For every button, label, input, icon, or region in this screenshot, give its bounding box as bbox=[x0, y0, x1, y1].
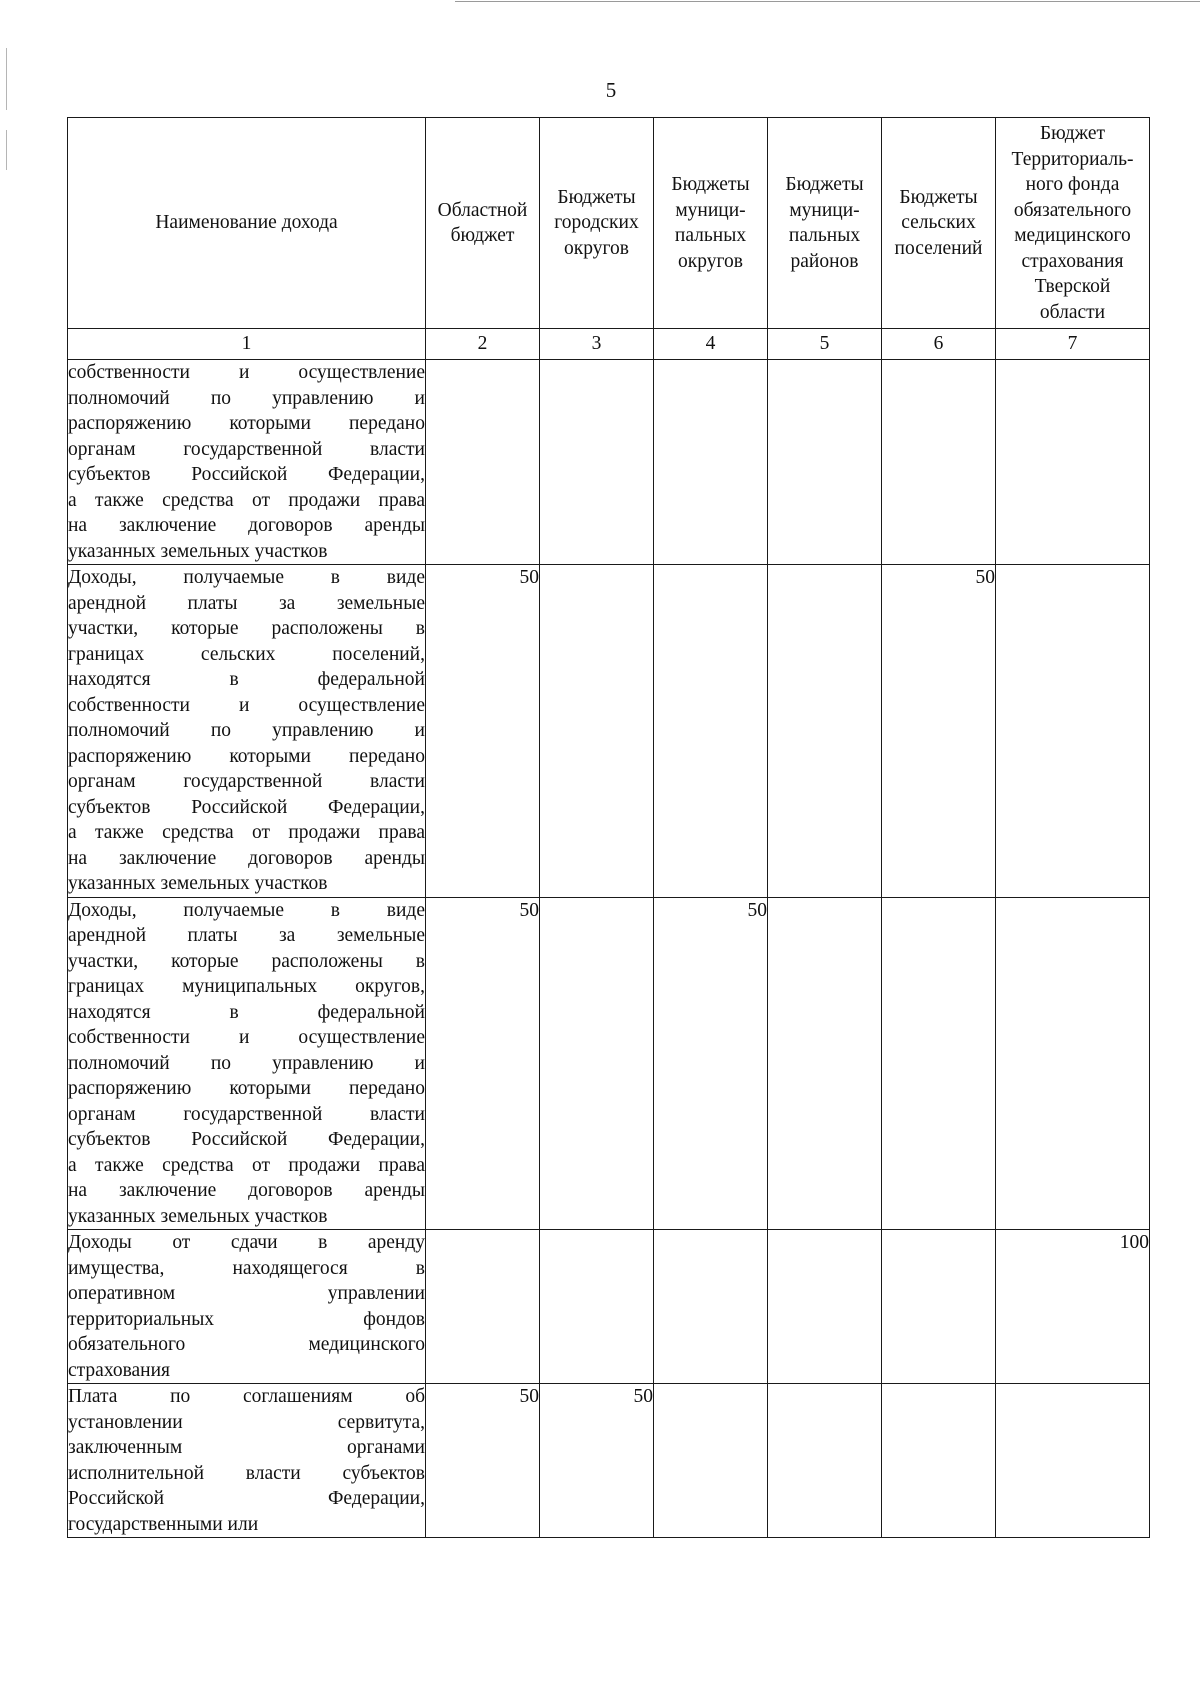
header-row bbox=[68, 118, 1150, 329]
column-number-row bbox=[68, 329, 1150, 360]
header-text-line: Бюджеты bbox=[899, 186, 978, 208]
income-name-line: органам государственной власти bbox=[68, 438, 425, 460]
header-text-line: сельских bbox=[901, 212, 976, 234]
header-text-line: обязательного bbox=[1013, 199, 1132, 221]
revenue-distribution-table bbox=[67, 117, 1150, 1538]
header-text-line: городских bbox=[554, 212, 639, 234]
income-name-line: находятся в федеральной bbox=[68, 669, 425, 690]
income-name-line: указанных земельных участков bbox=[68, 540, 328, 562]
income-name-line: полномочий по управлению и bbox=[68, 720, 425, 741]
header-text-line: страхования bbox=[1021, 250, 1124, 272]
table-row bbox=[68, 897, 1150, 1230]
header-municipal-okrugs bbox=[654, 118, 768, 329]
header-municipal-districts bbox=[768, 118, 882, 329]
income-name-line: распоряжению которыми передано bbox=[68, 413, 425, 434]
income-name-line: страхования bbox=[68, 1359, 171, 1381]
percent-value-cell bbox=[654, 1230, 768, 1384]
percent-value-cell bbox=[654, 1384, 768, 1538]
percent-value-cell bbox=[540, 360, 654, 565]
percent-value-cell bbox=[882, 360, 996, 565]
header-city-districts bbox=[540, 118, 654, 329]
income-name-line: территориальных фондов bbox=[68, 1308, 425, 1330]
income-name-line: арендной платы за земельные bbox=[68, 925, 425, 946]
scan-top-rule bbox=[455, 1, 1200, 2]
percent-value-cell: 50 bbox=[426, 1384, 540, 1538]
header-text-line: округов bbox=[678, 250, 743, 272]
percent-value-cell: 50 bbox=[882, 565, 996, 898]
income-name-line: участки, которые расположены в bbox=[68, 950, 425, 972]
income-name-line: распоряжению которыми передано bbox=[68, 745, 425, 767]
table-row bbox=[68, 360, 1150, 565]
header-text-line: Наименование дохода bbox=[155, 212, 338, 234]
income-name-line: распоряжению которыми передано bbox=[68, 1078, 425, 1099]
income-name-cell bbox=[68, 565, 426, 898]
percent-value-cell bbox=[540, 897, 654, 1230]
header-text-line: округов bbox=[564, 237, 629, 259]
income-name-line: находятся в федеральной bbox=[68, 1001, 425, 1023]
income-name-cell bbox=[68, 897, 426, 1230]
percent-value-cell bbox=[654, 565, 768, 898]
header-rural-settlements bbox=[882, 118, 996, 329]
percent-value-cell bbox=[654, 360, 768, 565]
header-income-name bbox=[68, 118, 426, 329]
percent-value-cell: 50 bbox=[426, 565, 540, 898]
income-name-line: установлении сервитута, bbox=[68, 1411, 425, 1433]
percent-value-cell: 100 bbox=[996, 1230, 1150, 1384]
income-name-line: Доходы, получаемые в виде bbox=[68, 899, 425, 921]
header-text-line: Бюджеты bbox=[785, 174, 864, 195]
percent-value-cell bbox=[768, 360, 882, 565]
income-name-line: органам государственной власти bbox=[68, 771, 425, 792]
percent-value-cell bbox=[996, 360, 1150, 565]
income-name-line: на заключение договоров аренды bbox=[68, 847, 425, 869]
header-text-line: пальных bbox=[674, 225, 747, 246]
header-text-line: области bbox=[1039, 301, 1106, 323]
income-name-line: указанных земельных участков bbox=[68, 873, 328, 894]
income-name-line: субъектов Российской Федерации, bbox=[68, 796, 425, 818]
column-number-cell: 2 bbox=[426, 329, 540, 360]
percent-value-cell bbox=[882, 897, 996, 1230]
percent-value-cell bbox=[996, 897, 1150, 1230]
table-row bbox=[68, 565, 1150, 898]
column-number-cell: 7 bbox=[996, 329, 1150, 360]
income-name-line: собственности и осуществление bbox=[68, 694, 425, 716]
percent-value-cell: 50 bbox=[426, 897, 540, 1230]
percent-value-cell bbox=[768, 1230, 882, 1384]
percent-value-cell bbox=[768, 897, 882, 1230]
header-text-line: Бюджеты bbox=[557, 186, 636, 208]
income-name-line: Российской Федерации, bbox=[68, 1488, 425, 1509]
header-text-line: Бюджеты bbox=[671, 174, 750, 195]
header-regional-budget bbox=[426, 118, 540, 329]
column-number-cell: 5 bbox=[768, 329, 882, 360]
income-name-line: Доходы, получаемые в виде bbox=[68, 567, 425, 588]
percent-value-cell bbox=[540, 1230, 654, 1384]
income-name-line: собственности и осуществление bbox=[68, 362, 425, 383]
percent-value-cell bbox=[996, 565, 1150, 898]
percent-value-cell bbox=[996, 1384, 1150, 1538]
income-name-line: оперативном управлении bbox=[68, 1283, 425, 1304]
scan-margin-mark bbox=[6, 130, 7, 170]
column-number-cell: 6 bbox=[882, 329, 996, 360]
income-name-line: обязательного медицинского bbox=[68, 1334, 425, 1355]
income-name-line: на заключение договоров аренды bbox=[68, 1180, 425, 1201]
header-text-line: медицинского bbox=[1014, 225, 1131, 246]
percent-value-cell bbox=[426, 1230, 540, 1384]
percent-value-cell bbox=[540, 565, 654, 898]
header-text-line: муници- bbox=[789, 199, 860, 221]
income-name-line: субъектов Российской Федерации, bbox=[68, 464, 425, 485]
header-text-line: Территориаль- bbox=[1011, 148, 1134, 170]
percent-value-cell bbox=[768, 565, 882, 898]
percent-value-cell bbox=[882, 1384, 996, 1538]
income-name-line: границах сельских поселений, bbox=[68, 643, 425, 665]
income-name-line: границах муниципальных округов, bbox=[68, 976, 425, 997]
header-health-insurance-fund bbox=[996, 118, 1150, 329]
income-name-line: Плата по соглашениям об bbox=[68, 1386, 425, 1407]
header-text-line: муници- bbox=[675, 199, 746, 221]
income-name-cell bbox=[68, 1230, 426, 1384]
column-number-cell: 3 bbox=[540, 329, 654, 360]
header-text-line: районов bbox=[790, 250, 859, 272]
income-name-line: на заключение договоров аренды bbox=[68, 515, 425, 536]
income-name-cell bbox=[68, 1384, 426, 1538]
income-name-line: Доходы от сдачи в аренду bbox=[68, 1232, 425, 1253]
income-name-cell bbox=[68, 360, 426, 565]
column-number-cell: 4 bbox=[654, 329, 768, 360]
income-name-line: полномочий по управлению и bbox=[68, 387, 425, 409]
percent-value-cell bbox=[768, 1384, 882, 1538]
percent-value-cell: 50 bbox=[654, 897, 768, 1230]
income-name-line: а также средства от продажи права bbox=[68, 822, 425, 843]
column-number-cell: 1 bbox=[68, 329, 426, 360]
header-text-line: Областной bbox=[437, 199, 528, 221]
income-name-line: собственности и осуществление bbox=[68, 1027, 425, 1048]
income-name-line: исполнительной власти субъектов bbox=[68, 1462, 425, 1484]
header-text-line: Тверской bbox=[1034, 276, 1111, 297]
header-text-line: Бюджет bbox=[1039, 123, 1106, 144]
income-name-line: а также средства от продажи права bbox=[68, 1154, 425, 1176]
table-row bbox=[68, 1230, 1150, 1384]
income-name-line: полномочий по управлению и bbox=[68, 1052, 425, 1074]
income-name-line: а также средства от продажи права bbox=[68, 489, 425, 511]
income-name-line: участки, которые расположены в bbox=[68, 618, 425, 639]
page-number: 5 bbox=[605, 78, 617, 102]
income-name-line: указанных земельных участков bbox=[68, 1205, 328, 1227]
income-name-line: заключенным органами bbox=[68, 1437, 425, 1458]
income-name-line: органам государственной власти bbox=[68, 1103, 425, 1125]
header-text-line: пальных bbox=[788, 225, 861, 246]
header-text-line: ного фонда bbox=[1025, 174, 1120, 195]
header-text-line: бюджет bbox=[450, 225, 515, 246]
income-name-line: имущества, находящегося в bbox=[68, 1257, 425, 1279]
percent-value-cell: 50 bbox=[540, 1384, 654, 1538]
income-name-line: субъектов Российской Федерации, bbox=[68, 1129, 425, 1150]
table-body bbox=[68, 360, 1150, 1538]
percent-value-cell bbox=[882, 1230, 996, 1384]
income-name-line: государственными или bbox=[68, 1513, 259, 1535]
percent-value-cell bbox=[426, 360, 540, 565]
income-name-line: арендной платы за земельные bbox=[68, 592, 425, 614]
table-row bbox=[68, 1384, 1150, 1538]
header-text-line: поселений bbox=[894, 237, 983, 259]
